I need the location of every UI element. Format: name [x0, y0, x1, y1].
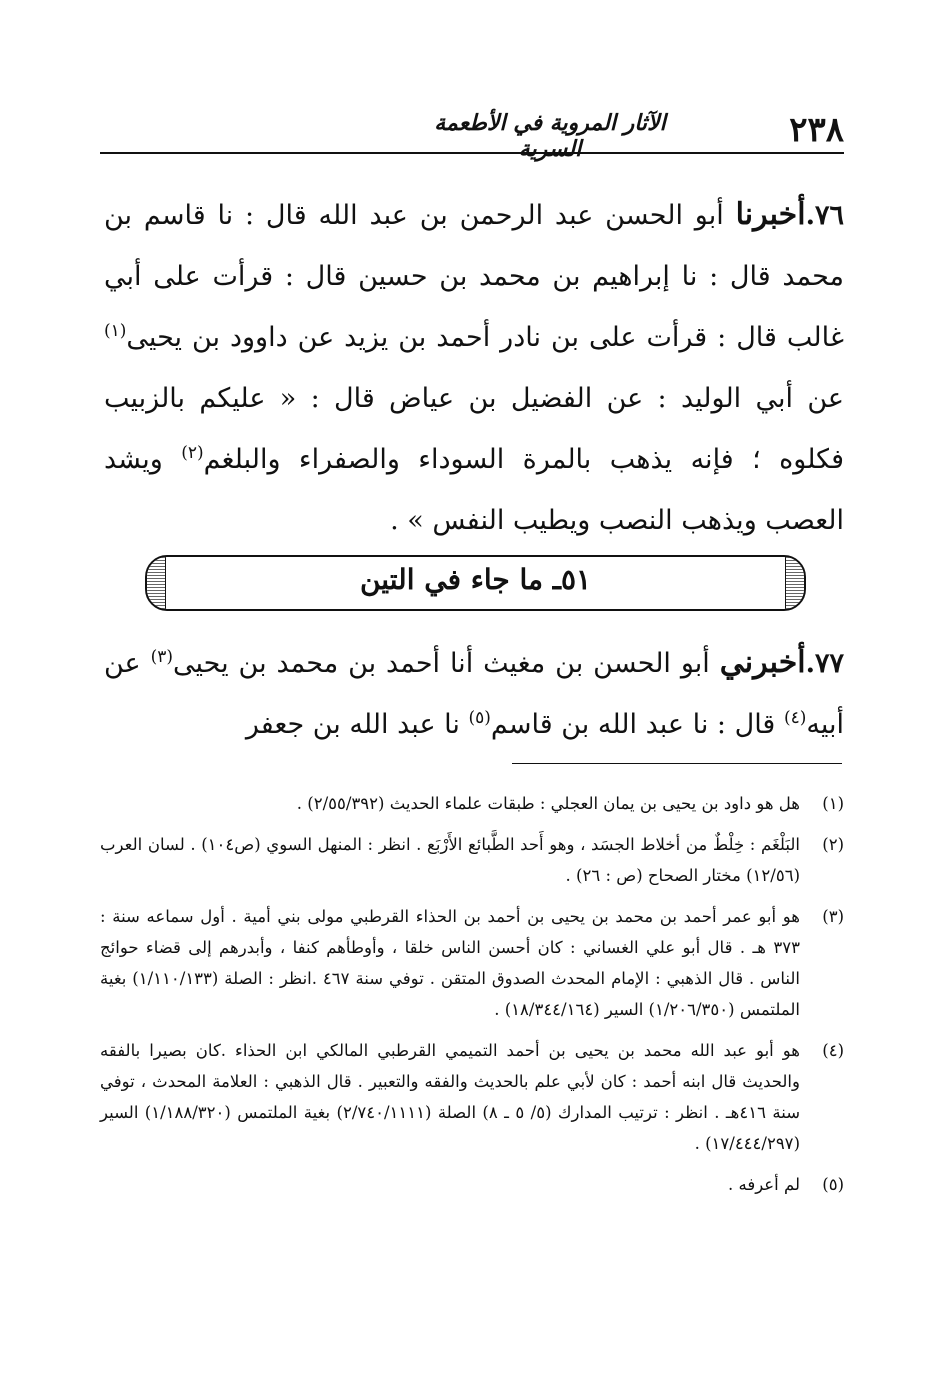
page-header — [100, 104, 844, 162]
footnote-number: (٢) — [822, 835, 844, 854]
hadith-line: قال : نا عبد الله بن قاسم — [490, 709, 776, 740]
hadith-line: ويشد العصب ويذهب — [104, 444, 844, 536]
footnote-number: (١) — [822, 794, 844, 813]
footnote-ref[interactable]: (٣) — [150, 647, 174, 667]
footnote-ref[interactable]: (٥) — [468, 708, 491, 728]
footnote — [100, 829, 844, 891]
footnote-number: (٥) — [822, 1175, 844, 1194]
footnote-separator — [512, 763, 842, 764]
hadith-line: عن أبيه — [104, 648, 844, 740]
footnote-text: هل هو داود بن يحيى بن يمان العجلي : طبقات علماء الحديث (٢/٥٥/٣٩٢) . — [296, 794, 800, 813]
hadith-number: ٧٦. — [805, 200, 844, 231]
footnote — [100, 1035, 844, 1159]
decorative-strip — [785, 557, 804, 609]
hadith-line: أبو الحسن عبد الرحمن بن عبد الله قال : نا قاسم بن محمد — [104, 200, 844, 292]
hadith-line: عن — [807, 383, 844, 414]
hadith-77 — [104, 632, 844, 755]
footnote-number: (٣) — [822, 907, 844, 926]
section-title: ٥١ـ ما جاء في التين — [359, 563, 592, 596]
footnote-ref[interactable]: (٤) — [783, 708, 807, 728]
footnote-text: هو أبو عمر أحمد بن محمد بن يحيى بن أحمد بن الحذاء القرطبي مولى بني أمية . أول سماعه سنة : ٣٧٣ هـ . قال أبو علي الغساني : كان أحسن الناس خلقا ، وأوطأهم كنفا ، وأبدرهم إلى قضاء حوائج الناس . قال الذهبي : الإمام المحدث الصدوق المتقن . توفي سنة ٤٦٧ .انظر : الصلة (١/١١٠/١٣٣) بغية الملتمس (١/٢٠٦/٣٥٠) السير (١٨/٣٤٤/١٦٤) . — [100, 907, 800, 1019]
hadith-line: قال : قرأت على بن نادر أحمد بن يزيد عن داوود بن يحيى — [126, 322, 777, 353]
hadith-76 — [104, 184, 844, 551]
footnote-text: البَلْغَم : خِلْطٌ من أخلاط الجسَد ، وهو أَحد الطَّبائع الأَرْبَع . انظر : المنهل السوي (ص١٠٤) . لسان العرب (١٢/٥٦) مختار الصحاح (ص : ٢٦) . — [100, 835, 800, 885]
footnote-ref[interactable]: (١) — [104, 321, 127, 341]
footnote — [100, 788, 844, 819]
running-title: الآثار المروية في الأطعمة السرية — [434, 110, 666, 162]
hadith-number: ٧٧. — [805, 648, 844, 679]
decorative-strip — [147, 557, 166, 609]
footnote — [100, 1169, 844, 1200]
hadith-line: فإنه يذهب بالمرة السوداء والصفراء والبلغم — [203, 444, 734, 475]
footnote — [100, 901, 844, 1025]
page-number: ٢٣٨ — [789, 110, 844, 150]
footnote-ref[interactable]: (٢) — [181, 443, 204, 463]
hadith-line: أبو الحسن بن مغيث أنا أحمد بن محمد بن يحيى — [173, 648, 710, 679]
hadith-77-text — [104, 632, 844, 755]
footnote-text: هو أبو عبد الله محمد بن يحيى بن أحمد التميمي القرطبي المالكي ابن الحذاء .كان بصيرا بالفقه والحديث قال ابنه أحمد : كان لأبي علم بالحديث والفقه والتعبير . قال الذهبي : العلامة المحدث ، توفي سنة ٤١٦هـ . انظر : ترتيب المدارك (٥/ ٥ ـ ٨) الصلة (٢/٧٤٠/١١١١) بغية الملتمس (١/١٨٨/٣٢٠) السير (١٧/٤٤٤/٢٩٧) . — [100, 1041, 801, 1153]
hadith-line: النصب ويطيب النفس » . — [390, 505, 673, 536]
footnotes — [100, 788, 844, 1210]
footnote-text: لم أعرفه . — [727, 1175, 800, 1194]
section-heading-box — [145, 555, 806, 611]
hadith-keyword: أخبرني — [719, 645, 806, 680]
hadith-76-text — [104, 184, 844, 551]
hadith-line: قال : نا إبراهيم بن محمد بن حسين قال : قرأت على أبي غالب — [104, 261, 844, 353]
hadith-line: أبي الوليد : عن الفضيل بن عياض قال : « عليكم بالزبيب فكلوه ؛ — [104, 383, 844, 475]
hadith-line: نا عبد الله بن جعفر — [245, 709, 460, 740]
footnote-number: (٤) — [822, 1041, 844, 1060]
hadith-keyword: أخبرنا — [735, 197, 806, 232]
